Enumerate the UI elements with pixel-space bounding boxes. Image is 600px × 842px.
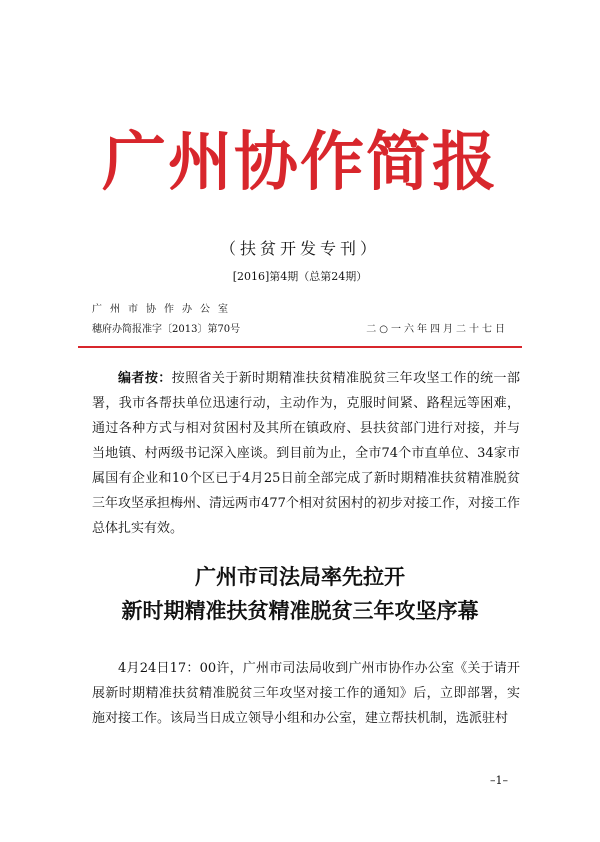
issue-type: （扶贫开发专刊） — [219, 239, 380, 258]
article-headline — [0, 560, 600, 628]
publisher: 广州市协作办公室 — [92, 304, 236, 315]
red-divider — [78, 346, 522, 348]
page-number: –1– — [490, 774, 508, 787]
masthead-title: 广州协作简报 — [102, 125, 498, 200]
issue-date: 二○一六年四月二十七日 — [366, 324, 508, 335]
editor-note-text: 按照省关于新时期精准扶贫精准脱贫三年攻坚工作的统一部署，我市各帮扶单位迅速行动，主动作为，克服时间紧、路程远等困难，通过各种方式与相对贫困村及其所在镇政府、县扶贫部门进行对接，并与当地镇、村两级书记深入座谈。到目前为止，全市74个市直单位、34家市属国有企业和10个区已于4月25日前全部完成了新时期精准扶贫精准脱贫三年攻坚承担梅州、清远两市477个相对贫困村的初步对接工作，对接工作总体扎实有效。 — [92, 371, 520, 536]
editor-note-label: 编者按： — [118, 371, 172, 386]
editor-note — [92, 366, 520, 541]
headline-line-1: 广州市司法局率先拉开 — [195, 564, 405, 589]
approval-number: 穗府办简报准字〔2013〕第70号 — [92, 324, 241, 335]
article-body: 4月24日17：00许，广州市司法局收到广州市协作办公室《关于请开展新时期精准扶贫精准脱贫三年攻坚对接工作的通知》后，立即部署，实施对接工作。该局当日成立领导小组和办公室，建立帮扶机制，选派驻村 — [92, 661, 520, 726]
headline-line-2: 新时期精准扶贫精准脱贫三年攻坚序幕 — [121, 598, 479, 623]
issue-number: [2016]第4期（总第24期） — [232, 270, 368, 283]
